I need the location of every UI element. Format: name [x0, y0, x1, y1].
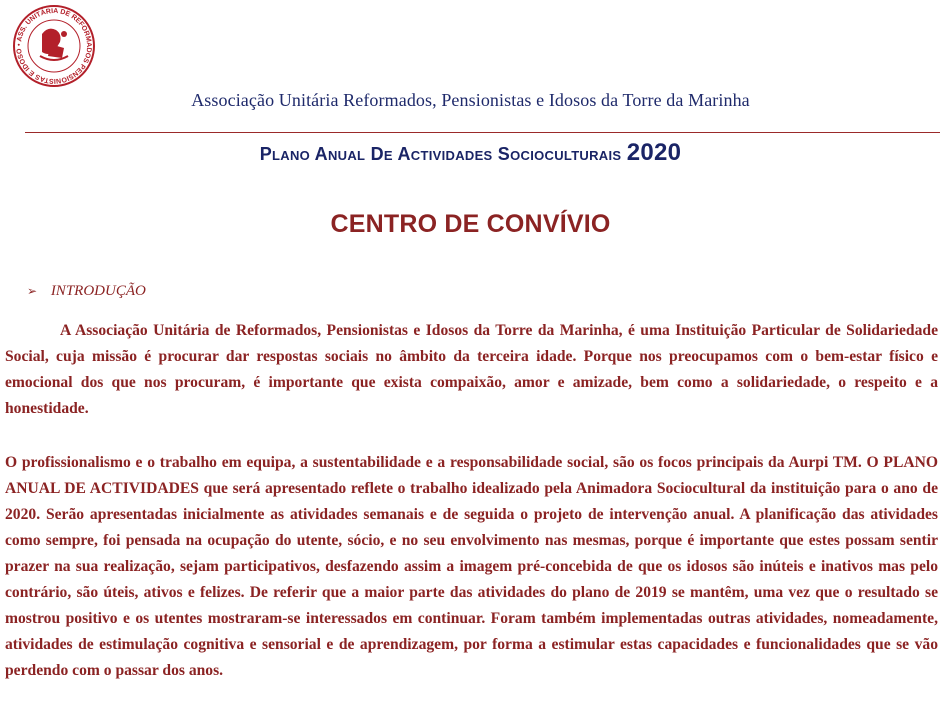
section-heading: [27, 283, 146, 300]
logo-seal-text: • ASS. UNITÁRIA DE REFORMADOS PENSIONISTAS E IDOSO: [15, 7, 93, 85]
arrow-bullet-icon: ➢: [27, 284, 38, 298]
plan-year: 2020: [626, 139, 682, 166]
association-logo: [4, 4, 102, 88]
plan-title: [0, 139, 941, 167]
intro-paragraph-1: A Associação Unitária de Reformados, Pensionistas e Idosos da Torre da Marinha, é uma Instituição Particular de Solidariedade Social, cuja missão é procurar dar respostas sociais no âmbito da terceira idade. Porque nos preocupamos com o bem-estar físico e emocional dos que nos procuram, é importante que exista compaixão, amor e amizade, bem como a solidariedade, o respeito e a honestidade.: [5, 322, 938, 417]
section-label: INTRODUÇÃO: [50, 283, 146, 299]
page-title: CENTRO DE CONVÍVIO: [330, 210, 611, 238]
organization-name: Associação Unitária Reformados, Pensionistas e Idosos da Torre da Marinha: [191, 90, 750, 110]
plan-title-text: Plano Anual De Actividades Socioculturais: [259, 144, 622, 164]
header-divider: [25, 132, 940, 133]
logo-seal-icon: [4, 4, 102, 88]
intro-paragraph-2: O profissionalismo e o trabalho em equipa, a sustentabilidade e a responsabilidade social, são os focos principais da Aurpi TM. O PLANO ANUAL DE ACTIVIDADES que será apresentado reflete o trabalho idealizado pela Animadora Sociocultural da instituição para o ano de 2020. Serão apresentadas inicialmente as atividades semanais e de seguida o projeto de intervenção anual. A planificação das atividades como sempre, foi pensada na ocupação do utente, sócio, e no seu envolvimento nas mesmas, porque é importante que estes possam sentir prazer na sua realização, sejam participativos, desfazendo assim a imagem pré-concebida de que os idosos são inúteis e inativos mas pelo contrário, são úteis, ativos e felizes. De referir que a maior parte das atividades do plano de 2019 se mantêm, uma vez que o resultado se mostrou positivo e os utentes mostraram-se interessados em continuar. Foram também implementadas outras atividades, nomeadamente, atividades de estimulação cognitiva e sensorial e de aprendizagem, por forma a estimular estas capacidades e funcionalidades que se vão perdendo com o passar dos anos.: [5, 454, 938, 679]
